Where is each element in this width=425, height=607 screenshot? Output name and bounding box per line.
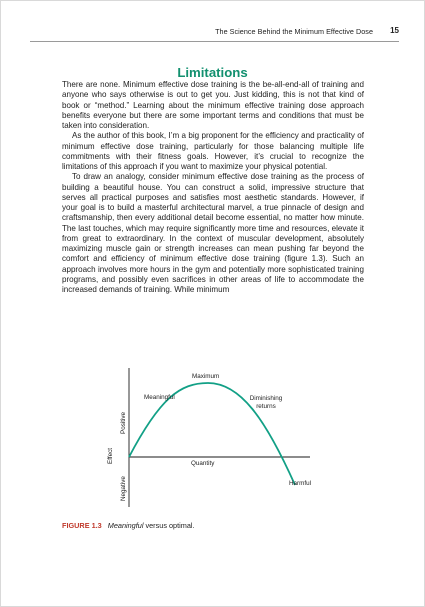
- paragraph-2: As the author of this book, I’m a big proponent for the efficiency and practicality of minimum effective dose training, particularly for those balancing multiple life commitments with their fitness goals. However, it’s crucial to recognize the limitations of this approach if you want to maximize your physical potential.: [62, 131, 364, 171]
- body-text: [62, 80, 364, 295]
- label-diminishing-returns-line2: returns: [256, 403, 276, 410]
- effect-curve-figure: [100, 368, 340, 518]
- label-effect: Effect: [107, 448, 114, 464]
- label-maximum: Maximum: [192, 373, 220, 380]
- page-number: 15: [390, 26, 399, 35]
- label-quantity: Quantity: [191, 460, 215, 467]
- header-rule: [30, 41, 399, 42]
- section-title: Limitations: [177, 64, 248, 80]
- figure-number: FIGURE 1.3: [62, 521, 102, 530]
- caption-text: versus optimal.: [143, 521, 195, 530]
- effect-curve-diagram: [100, 368, 340, 518]
- caption-emphasis: Meaningful: [107, 521, 144, 530]
- figure-caption: [62, 521, 195, 530]
- label-meaningful: Meaningful: [144, 394, 175, 401]
- paragraph-3: To draw an analogy, consider minimum effective dose training as the process of building a beautiful house. You can construct a solid, impressive structure that serves all practical purposes and satisfies most aesthetic standards. However, if your goal is to build a masterful architectural marvel, a true pinnacle of design and craftsmanship, then every additional detail become essential, no matter how minute. The last touches, which may require significantly more time and resources, elevate it from great to extraordinary. In the context of muscular development, absolutely maximizing muscle gain or strength increases can mean pushing far beyond the comfort and efficiency of minimum effective dose training (figure 1.3). Such an approach involves more hours in the gym and potentially more sophisticated training programs, and possibly even sacrifices in other areas of life to accommodate the increased demands of training. While minimum: [62, 172, 364, 294]
- paragraph-1: There are none. Minimum effective dose training is the be-all-end-all of training and anyone who says otherwise is out to get you. Just kidding, this is not that kind of book or “method.” Learning about the minimum effective training dose approach benefits everyone but there are some important terms and conditions that must be taken into consideration.: [62, 80, 364, 130]
- label-negative: Negative: [120, 476, 127, 501]
- label-diminishing-returns-line1: Diminishing: [249, 395, 283, 402]
- label-positive: Positive: [120, 411, 127, 434]
- running-head: The Science Behind the Minimum Effective Dose: [215, 27, 373, 36]
- label-harmful: Harmful: [289, 480, 312, 487]
